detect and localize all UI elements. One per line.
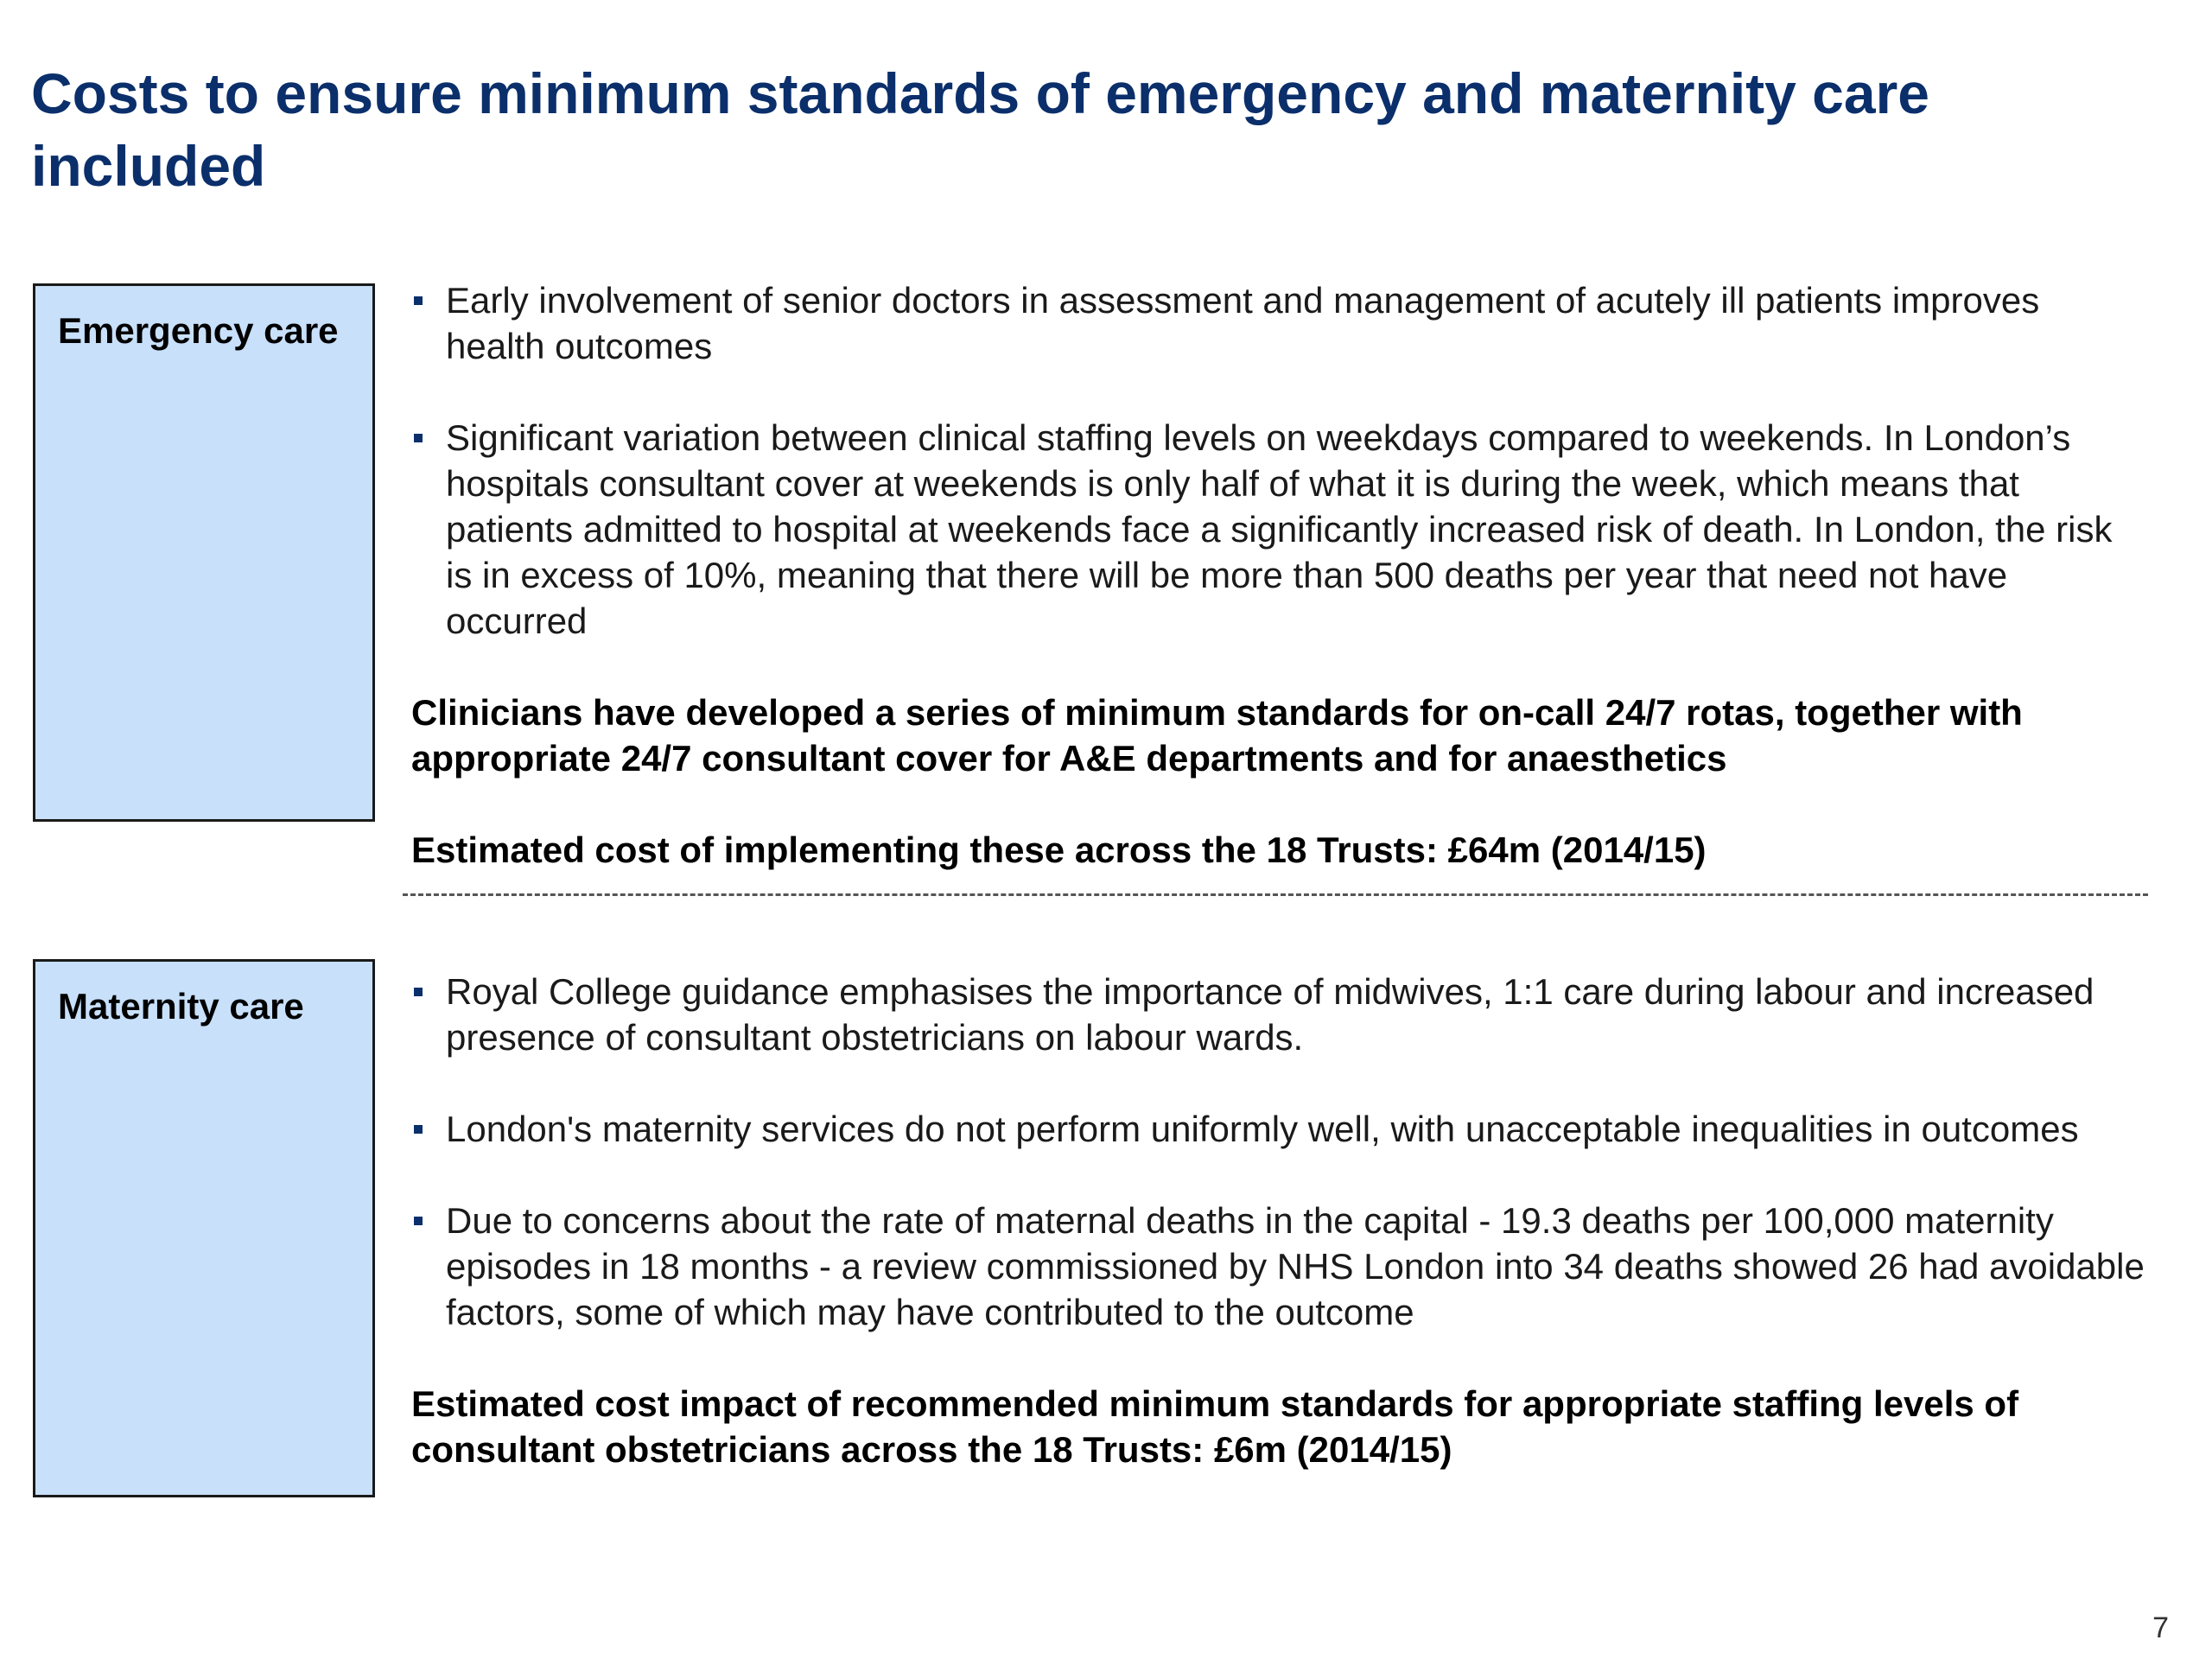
- maternity-cost-statement: Estimated cost impact of recommended minimum standards for appropriate staffing levels of consultant obstetricians across the 18 Trusts: £6m (2014/15): [411, 1383, 2019, 1470]
- bullet-item: [411, 1106, 2148, 1152]
- emergency-cost-statement: Estimated cost of implementing these across the 18 Trusts: £64m (2014/15): [411, 830, 1707, 870]
- bullet-item: [411, 277, 2148, 369]
- emergency-care-box: [33, 283, 375, 822]
- square-bullet-icon: [414, 434, 423, 442]
- square-bullet-icon: [414, 1217, 423, 1225]
- bullet-item: [411, 1198, 2148, 1335]
- slide-title: Costs to ensure minimum standards of emergency and maternity care included: [31, 61, 1929, 198]
- emergency-care-label: Emergency care: [58, 310, 339, 351]
- bullet-text: Early involvement of senior doctors in assessment and management of acutely ill patients improves health outcomes: [446, 280, 2040, 366]
- bullet-text: Royal College guidance emphasises the importance of midwives, 1:1 care during labour and increased presence of consultant obstetricians on labour wards.: [446, 971, 2094, 1058]
- maternity-care-label: Maternity care: [58, 986, 304, 1027]
- bullet-text: Significant variation between clinical staffing levels on weekdays compared to weekends. In London’s hospitals consultant cover at weekends is only half of what it is during the week, which means that patients admitted to hospital at weekends face a significantly increased risk of death. In London, the risk is in excess of 10%, meaning that there will be more than 500 deaths per year that need not have occurred: [446, 417, 2113, 641]
- page-number: 7: [2152, 1611, 2169, 1644]
- bullet-item: [411, 415, 2148, 644]
- bullet-text: Due to concerns about the rate of maternal deaths in the capital - 19.3 deaths per 100,000 maternity episodes in 18 months - a review commissioned by NHS London into 34 deaths showed 26 had avoidable factors, some of which may have contributed to the outcome: [446, 1200, 2145, 1332]
- section-divider: [403, 893, 2148, 896]
- bullet-text: London's maternity services do not perform uniformly well, with unacceptable inequalities in outcomes: [446, 1109, 2079, 1149]
- bullet-item: [411, 969, 2148, 1060]
- emergency-standards-statement: Clinicians have developed a series of minimum standards for on-call 24/7 rotas, together with appropriate 24/7 consultant cover for A&E departments and for anaesthetics: [411, 692, 2023, 779]
- maternity-care-box: [33, 959, 375, 1497]
- square-bullet-icon: [414, 296, 423, 305]
- square-bullet-icon: [414, 1125, 423, 1134]
- square-bullet-icon: [414, 988, 423, 996]
- emergency-care-content: [411, 277, 2148, 918]
- maternity-care-content: [411, 969, 2148, 1518]
